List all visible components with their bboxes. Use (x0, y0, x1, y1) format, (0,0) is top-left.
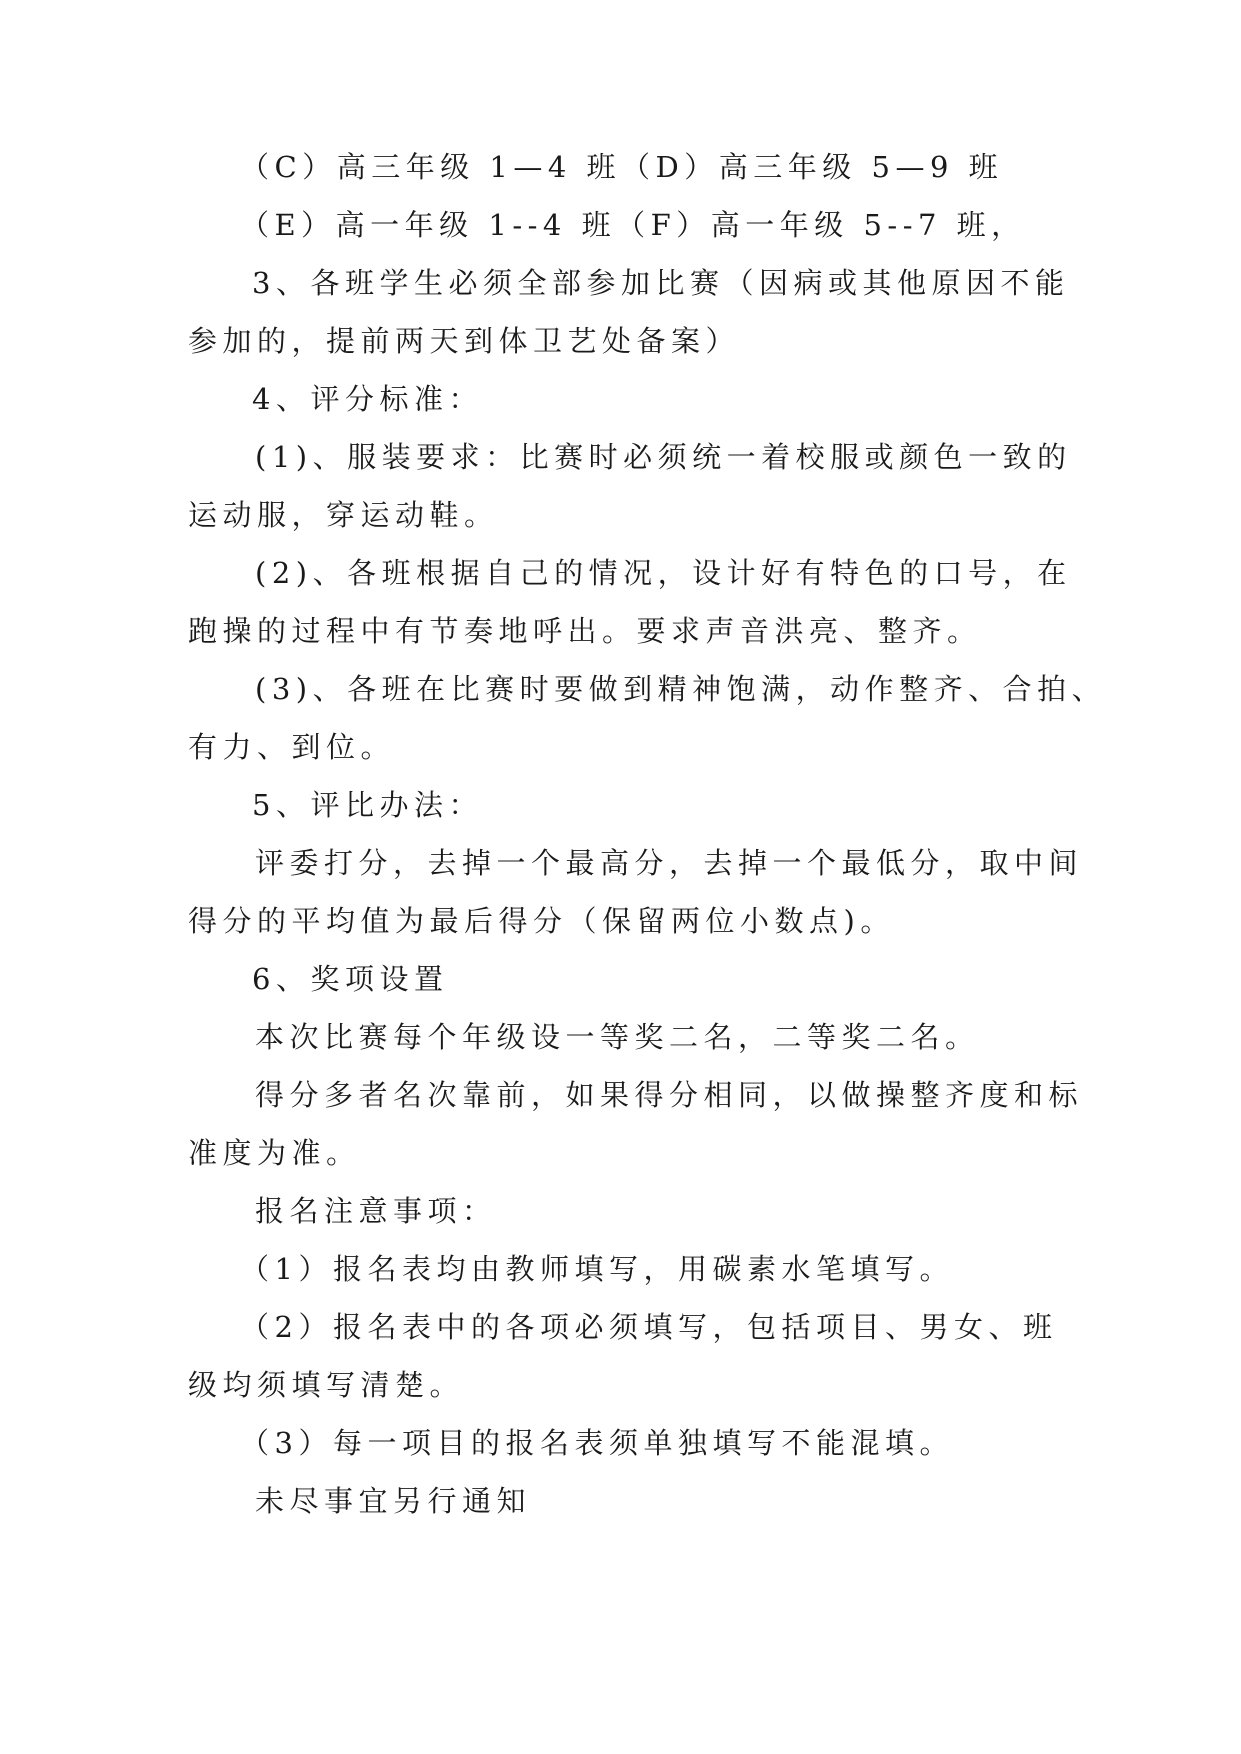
paragraph-line: 参加的，提前两天到体卫艺处备案） (188, 324, 741, 358)
paragraph-line: （E）高一年级 1--4 班（F）高一年级 5--7 班， (240, 208, 1026, 242)
paragraph-line: 得分多者名次靠前，如果得分相同，以做操整齐度和标 (255, 1078, 1084, 1112)
paragraph-line: 本次比赛每个年级设一等奖二名，二等奖二名。 (255, 1020, 980, 1054)
paragraph-line: （2）报名表中的各项必须填写，包括项目、男女、班 (240, 1310, 1058, 1344)
paragraph-line: （1）报名表均由教师填写，用碳素水笔填写。 (240, 1252, 954, 1286)
paragraph-line: 跑操的过程中有节奏地呼出。要求声音洪亮、整齐。 (188, 614, 982, 648)
paragraph-line: 3、各班学生必须全部参加比赛（因病或其他原因不能 (252, 266, 1070, 300)
paragraph-line: 得分的平均值为最后得分（保留两位小数点)。 (188, 904, 895, 938)
section-heading: 6、奖项设置 (252, 962, 449, 996)
paragraph-line: 运动服，穿运动鞋。 (188, 498, 499, 532)
paragraph-line: 有力、到位。 (188, 730, 396, 764)
paragraph-line: (3)、各班在比赛时要做到精神饱满，动作整齐、合拍、 (255, 672, 1107, 706)
paragraph-line: （3）每一项目的报名表须单独填写不能混填。 (240, 1426, 954, 1460)
paragraph-line: (1)、服装要求：比赛时必须统一着校服或颜色一致的 (255, 440, 1072, 474)
paragraph-line: (2)、各班根据自己的情况，设计好有特色的口号，在 (255, 556, 1072, 590)
paragraph-line: （C）高三年级 1—4 班（D）高三年级 5—9 班 (240, 150, 1004, 184)
section-heading: 4、评分标准： (252, 382, 483, 416)
paragraph-line: 级均须填写清楚。 (188, 1368, 465, 1402)
section-heading: 报名注意事项： (255, 1194, 497, 1228)
section-heading: 5、评比办法： (252, 788, 483, 822)
paragraph-line: 评委打分，去掉一个最高分，去掉一个最低分，取中间 (255, 846, 1084, 880)
closing-line: 未尽事宜另行通知 (255, 1484, 532, 1518)
paragraph-line: 准度为准。 (188, 1136, 361, 1170)
